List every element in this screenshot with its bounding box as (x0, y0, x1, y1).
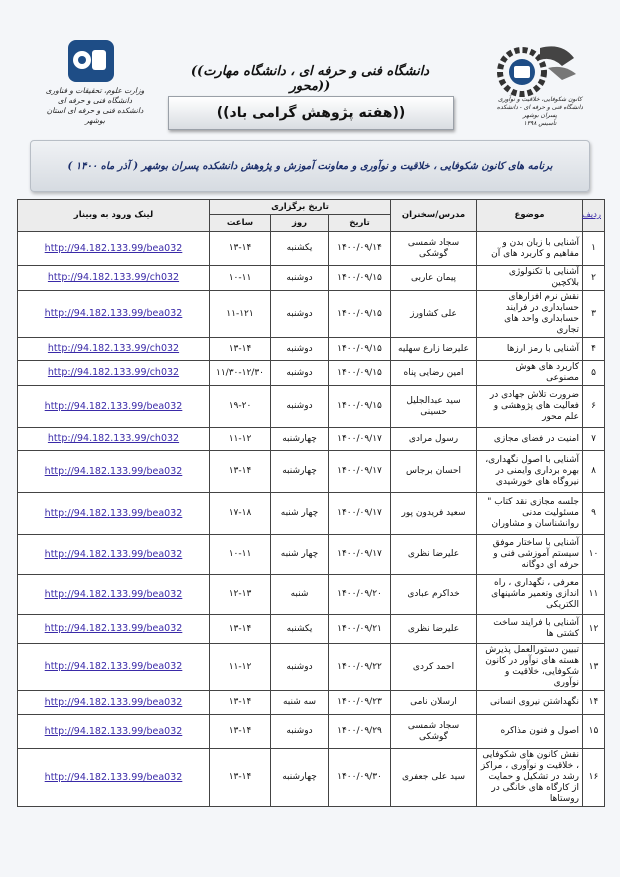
day-cell: چهارشنبه (271, 428, 329, 451)
row-number: ۱۵ (583, 715, 605, 749)
webinar-link[interactable]: http://94.182.133.99/ch032 (47, 367, 180, 378)
table-row (18, 691, 605, 715)
row-number: ۹ (583, 493, 605, 535)
topic-cell: امنیت در فضای مجازی (477, 428, 583, 451)
date-cell: ۱۴۰۰/۰۹/۱۵ (329, 338, 391, 361)
time-cell: ۱۳-۱۴ (210, 451, 271, 493)
topic-cell: نقش کانون های شکوفایی ، خلاقیت و نوآوری ، مراکز رشد در تشکیل و حمایت از کارگاه های خانگی در روستاها (477, 749, 583, 807)
speaker-cell: احسان برجاس (391, 451, 477, 493)
webinar-link[interactable]: http://94.182.133.99/bea032 (44, 696, 183, 708)
caption-line: دانشکده فنی و حرفه ای استان بوشهر (46, 106, 144, 125)
row-number: ۴ (583, 338, 605, 361)
date-cell: ۱۴۰۰/۰۹/۱۴ (329, 232, 391, 266)
topic-cell: جلسه مجازی نقد کتاب " مسئولیت مدنی روانشناسان و مشاوران (477, 493, 583, 535)
link-cell (18, 361, 210, 386)
row-number: ۱۳ (583, 644, 605, 691)
table-row (18, 266, 605, 291)
table-row (18, 386, 605, 428)
time-cell: ۱۳-۱۴ (210, 615, 271, 644)
time-cell: ۱۱-۱۲ (210, 428, 271, 451)
webinar-link[interactable]: http://94.182.133.99/bea032 (44, 400, 183, 412)
caption-line: دانشگاه فنی و حرفه ای (57, 96, 133, 105)
date-cell: ۱۴۰۰/۰۹/۲۰ (329, 575, 391, 615)
table-row (18, 749, 605, 807)
date-cell: ۱۴۰۰/۰۹/۱۷ (329, 535, 391, 575)
webinar-link[interactable]: http://94.182.133.99/bea032 (44, 771, 183, 783)
webinar-link[interactable]: http://94.182.133.99/bea032 (44, 242, 183, 254)
time-cell: ۱۰-۱۱ (210, 266, 271, 291)
row-number: ۲ (583, 266, 605, 291)
day-cell: یکشنبه (271, 615, 329, 644)
day-cell: شنبه (271, 575, 329, 615)
subtitle-banner (30, 140, 590, 192)
link-cell (18, 338, 210, 361)
table-row (18, 575, 605, 615)
header-time: ساعت (210, 215, 271, 232)
link-cell (18, 386, 210, 428)
webinar-link[interactable]: http://94.182.133.99/ch032 (47, 272, 180, 283)
day-cell: یکشنبه (271, 232, 329, 266)
table-row (18, 338, 605, 361)
caption-line: تأسیس ۱۳۹۸ (523, 120, 557, 127)
header (0, 0, 620, 130)
speaker-cell: خداکرم عبادی (391, 575, 477, 615)
row-number: ۱۲ (583, 615, 605, 644)
topic-cell: آشنایی با رمز ارزها (477, 338, 583, 361)
speaker-cell: علیرضا نظری (391, 535, 477, 575)
time-cell: ۱۳-۱۴ (210, 691, 271, 715)
date-cell: ۱۴۰۰/۰۹/۱۷ (329, 451, 391, 493)
table-row (18, 291, 605, 338)
table-row (18, 451, 605, 493)
week-title: ((هفته پژوهش گرامی باد)) (216, 105, 406, 121)
topic-cell: نگهداشتن نیروی انسانی (477, 691, 583, 715)
row-number: ۵ (583, 361, 605, 386)
table-row (18, 644, 605, 691)
day-cell: چهار شنبه (271, 493, 329, 535)
row-number: ۸ (583, 451, 605, 493)
link-cell (18, 691, 210, 715)
time-cell: ۱۳-۱۴ (210, 232, 271, 266)
header-day: روز (271, 215, 329, 232)
webinar-link[interactable]: http://94.182.133.99/bea032 (44, 623, 183, 634)
webinar-link[interactable]: http://94.182.133.99/bea032 (44, 661, 183, 672)
date-cell: ۱۴۰۰/۰۹/۱۵ (329, 266, 391, 291)
subtitle: برنامه های کانون شکوفایی ، خلاقیت و نوآوری و معاونت آموزش و پژوهش دانشکده پسران بوشهر ( آذر ماه ۱۴۰۰ ) (67, 160, 553, 172)
table-row (18, 232, 605, 266)
header-link: لینک ورود به وبینار (18, 200, 210, 232)
link-cell (18, 575, 210, 615)
day-cell: دوشنبه (271, 715, 329, 749)
header-speaker: مدرس/سخنران (391, 200, 477, 232)
link-cell (18, 291, 210, 338)
link-cell (18, 715, 210, 749)
row-number: ۶ (583, 386, 605, 428)
topic-cell: آشنایی با اصول نگهداری، بهره برداری وایمنی در نیروگاه های خورشیدی (477, 451, 583, 493)
topic-cell: معرفی ، نگهداری ، راه اندازی وتعمیر ماشینهای الکتریکی (477, 575, 583, 615)
date-cell: ۱۴۰۰/۰۹/۱۷ (329, 428, 391, 451)
row-number: ۱۶ (583, 749, 605, 807)
topic-cell: آشنایی با فرایند ساخت کشتی ها (477, 615, 583, 644)
link-cell (18, 749, 210, 807)
date-cell: ۱۴۰۰/۰۹/۱۵ (329, 361, 391, 386)
speaker-cell: امین رضایی پناه (391, 361, 477, 386)
link-cell (18, 535, 210, 575)
day-cell: چهارشنبه (271, 451, 329, 493)
schedule-table-wrapper (17, 199, 604, 807)
webinar-link[interactable]: http://94.182.133.99/bea032 (44, 725, 183, 737)
link-cell (18, 615, 210, 644)
speaker-cell: سجاد شمسی گوشکی (391, 232, 477, 266)
date-cell: ۱۴۰۰/۰۹/۳۰ (329, 749, 391, 807)
row-number: ۱۴ (583, 691, 605, 715)
row-number: ۱ (583, 232, 605, 266)
webinar-link[interactable]: http://94.182.133.99/bea032 (44, 465, 183, 477)
row-number: ۳ (583, 291, 605, 338)
table-row (18, 428, 605, 451)
day-cell: دوشنبه (271, 361, 329, 386)
speaker-cell: احمد کردی (391, 644, 477, 691)
date-cell: ۱۴۰۰/۰۹/۲۲ (329, 644, 391, 691)
link-cell (18, 266, 210, 291)
speaker-cell: سید علی جعفری (391, 749, 477, 807)
link-cell (18, 428, 210, 451)
topic-cell: آشنایی با ساختار موفق سیستم آموزشی فنی و حرفه ای دوگانه (477, 535, 583, 575)
topic-cell: آشنایی با تکنولوژی بلاکچین (477, 266, 583, 291)
speaker-cell: پیمان عاربی (391, 266, 477, 291)
topic-cell: کاربرد های هوش مصنوعی (477, 361, 583, 386)
caption-line: وزارت علوم، تحقیقات و فناوری (45, 86, 145, 95)
time-cell: ۱۱-۱۲۱ (210, 291, 271, 338)
time-cell: ۱۳-۱۴ (210, 715, 271, 749)
speaker-cell: سعید فریدون پور (391, 493, 477, 535)
time-cell: ۱۱/۳۰-۱۲/۳۰ (210, 361, 271, 386)
speaker-cell: علیرضا زارع سهلیه (391, 338, 477, 361)
date-cell: ۱۴۰۰/۰۹/۱۷ (329, 493, 391, 535)
time-cell: ۱۳-۱۴ (210, 749, 271, 807)
link-cell (18, 493, 210, 535)
link-cell (18, 644, 210, 691)
time-cell: ۱۱-۱۲ (210, 644, 271, 691)
webinar-link[interactable]: http://94.182.133.99/bea032 (44, 507, 183, 519)
date-cell: ۱۴۰۰/۰۹/۲۱ (329, 615, 391, 644)
speaker-cell: سید عبدالجلیل حسینی (391, 386, 477, 428)
speaker-cell: سجاد شمسی گوشکی (391, 715, 477, 749)
day-cell: چهار شنبه (271, 535, 329, 575)
header-topic: موضوع (477, 200, 583, 232)
table-row (18, 615, 605, 644)
time-cell: ۱۹-۲۰ (210, 386, 271, 428)
topic-cell: ضرورت تلاش جهادی در فعالیت های پژوهشی و علم محور (477, 386, 583, 428)
table-row (18, 535, 605, 575)
innovation-center-caption (490, 96, 590, 128)
speaker-cell: رسول مرادی (391, 428, 477, 451)
university-logo-icon (66, 38, 116, 84)
schedule-rows (18, 232, 605, 807)
header-date-group: تاریخ برگزاری (210, 200, 391, 215)
day-cell: سه شنبه (271, 691, 329, 715)
day-cell: دوشنبه (271, 386, 329, 428)
date-cell: ۱۴۰۰/۰۹/۲۳ (329, 691, 391, 715)
date-cell: ۱۴۰۰/۰۹/۱۵ (329, 291, 391, 338)
day-cell: دوشنبه (271, 338, 329, 361)
topic-cell: تبیین دستورالعمل پذیرش هسته های نوآور در کانون شکوفایی، خلاقیت و نوآوری (477, 644, 583, 691)
date-cell: ۱۴۰۰/۰۹/۲۹ (329, 715, 391, 749)
row-number: ۱۱ (583, 575, 605, 615)
webinar-link[interactable]: http://94.182.133.99/bea032 (44, 588, 183, 600)
topic-cell: اصول و فنون مذاکره (477, 715, 583, 749)
speaker-cell: ارسلان نامی (391, 691, 477, 715)
header-date: تاریخ (329, 215, 391, 232)
day-cell: دوشنبه (271, 644, 329, 691)
row-number: ۷ (583, 428, 605, 451)
speaker-cell: علی کشاورز (391, 291, 477, 338)
webinar-link[interactable]: http://94.182.133.99/ch032 (47, 433, 180, 444)
day-cell: دوشنبه (271, 291, 329, 338)
webinar-link[interactable]: http://94.182.133.99/ch032 (47, 343, 180, 354)
day-cell: دوشنبه (271, 266, 329, 291)
table-row (18, 361, 605, 386)
time-cell: ۱۳-۱۴ (210, 338, 271, 361)
time-cell: ۱۷-۱۸ (210, 493, 271, 535)
caption-line: کانون شکوفایی، خلاقیت و نوآوری (498, 96, 582, 103)
header-radif: ردیف (583, 200, 605, 232)
link-cell (18, 232, 210, 266)
webinar-link[interactable]: http://94.182.133.99/bea032 (44, 548, 183, 560)
table-row (18, 715, 605, 749)
row-number: ۱۰ (583, 535, 605, 575)
webinar-link[interactable]: http://94.182.133.99/bea032 (44, 308, 183, 319)
ministry-caption (40, 86, 150, 126)
date-cell: ۱۴۰۰/۰۹/۱۵ (329, 386, 391, 428)
link-cell (18, 451, 210, 493)
table-row (18, 493, 605, 535)
speaker-cell: علیرضا نظری (391, 615, 477, 644)
caption-line: دانشگاه فنی و حرفه ای - دانشکده پسران بوشهر (496, 104, 584, 119)
university-title: ((دانشگاه فنی و حرفه ای ، دانشگاه مهارت محور)) (190, 64, 430, 94)
schedule-table (17, 199, 605, 807)
time-cell: ۱۰-۱۱ (210, 535, 271, 575)
week-title-box (168, 96, 454, 130)
topic-cell: نقش نرم افزارهای حسابداری در فرایند حسابداری واحد های تجاری (477, 291, 583, 338)
day-cell: چهارشنبه (271, 749, 329, 807)
topic-cell: آشنایی با زبان بدن و مفاهیم و کاربرد های آن (477, 232, 583, 266)
time-cell: ۱۲-۱۳ (210, 575, 271, 615)
